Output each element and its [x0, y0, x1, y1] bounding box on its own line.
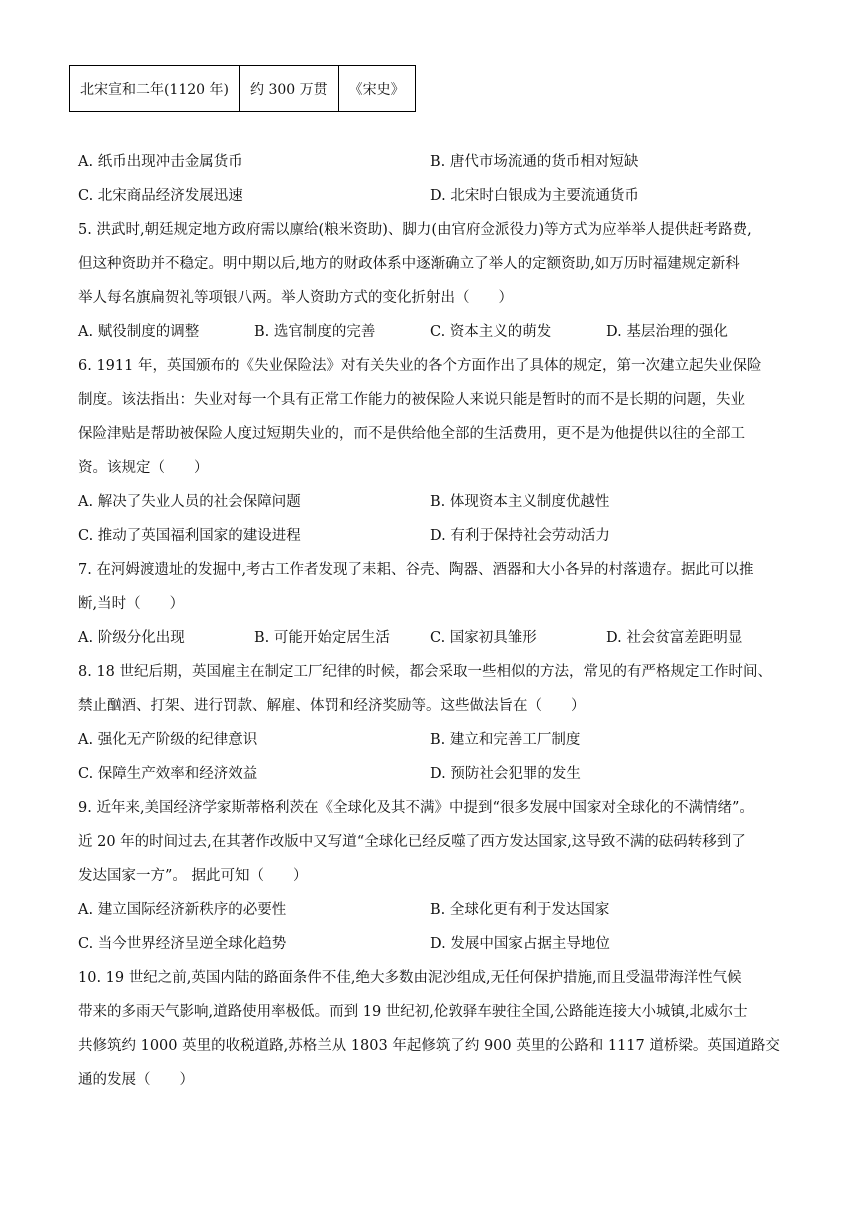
- table-cell-source: 《宋史》: [338, 66, 415, 112]
- q8-stem-line-2: 禁止酗酒、打架、进行罚款、解雇、体罚和经济奖励等。这些做法旨在（ ）: [78, 698, 586, 714]
- q7-option-b: B. 可能开始定居生活: [254, 630, 390, 646]
- q6-stem-line-2: 制度。该法指出：失业对每一个具有正常工作能力的被保险人来说只能是暂时的而不是长期的问题，失业: [78, 392, 745, 408]
- q6-stem-line-1: 6. 1911 年，英国颁布的《失业保险法》对有关失业的各个方面作出了具体的规定，第一次建立起失业保险: [78, 358, 762, 374]
- q8-option-a: A. 强化无产阶级的纪律意识: [78, 732, 258, 748]
- q10-stem-line-3: 共修筑约 1000 英里的收税道路,苏格兰从 1803 年起修筑了约 900 英里的公路和 1117 道桥梁。英国道路交: [78, 1038, 780, 1054]
- q5-option-a: A. 赋役制度的调整: [78, 324, 200, 340]
- q10-stem-line-2: 带来的多雨天气影响,道路使用率极低。而到 19 世纪初,伦敦驿车驶往全国,公路能连接大小城镇,北威尔士: [78, 1004, 748, 1020]
- q9-option-a: A. 建立国际经济新秩序的必要性: [78, 902, 287, 918]
- q8-stem-line-1: 8. 18 世纪后期，英国雇主在制定工厂纪律的时候，都会采取一些相似的方法，常见的有严格规定工作时间、: [78, 664, 772, 680]
- q6-stem-line-4: 资。该规定（ ）: [78, 460, 209, 476]
- table-cell-amount: 约 300 万贯: [240, 66, 339, 112]
- q9-option-c: C. 当今世界经济呈逆全球化趋势: [78, 936, 287, 952]
- table-cell-period: 北宋宣和二年(1120 年): [70, 66, 240, 112]
- q7-stem-line-2: 断,当时（ ）: [78, 596, 185, 612]
- q7-option-d: D. 社会贫富差距明显: [606, 630, 743, 646]
- q6-option-b: B. 体现资本主义制度优越性: [430, 494, 610, 510]
- q9-option-d: D. 发展中国家占据主导地位: [430, 936, 610, 952]
- q6-option-d: D. 有利于保持社会劳动活力: [430, 528, 610, 544]
- q5-stem-line-3: 举人每名旗扁贺礼等项银八两。举人资助方式的变化折射出（ ）: [78, 290, 513, 306]
- table-row: [70, 66, 416, 112]
- q9-stem-line-1: 9. 近年来,美国经济学家斯蒂格利茨在《全球化及其不满》中提到“很多发展中国家对全球化的不满情绪”。: [78, 800, 754, 816]
- q4-option-b: B. 唐代市场流通的货币相对短缺: [430, 154, 639, 170]
- q9-stem-line-3: 发达国家一方”。 据此可知（ ）: [78, 868, 308, 884]
- q8-option-d: D. 预防社会犯罪的发生: [430, 766, 581, 782]
- q4-option-d: D. 北宋时白银成为主要流通货币: [430, 188, 639, 204]
- q6-option-c: C. 推动了英国福利国家的建设进程: [78, 528, 301, 544]
- q8-option-c: C. 保障生产效率和经济效益: [78, 766, 258, 782]
- q7-option-a: A. 阶级分化出现: [78, 630, 185, 646]
- q7-stem-line-1: 7. 在河姆渡遗址的发掘中,考古工作者发现了耒耜、谷壳、陶器、酒器和大小各异的村落遗存。据此可以推: [78, 562, 754, 578]
- q4-option-a: A. 纸币出现冲击金属货币: [78, 154, 243, 170]
- q7-option-c: C. 国家初具雏形: [430, 630, 537, 646]
- q5-option-c: C. 资本主义的萌发: [430, 324, 552, 340]
- q8-option-b: B. 建立和完善工厂制度: [430, 732, 581, 748]
- q9-option-b: B. 全球化更有利于发达国家: [430, 902, 610, 918]
- q4-option-c: C. 北宋商品经济发展迅速: [78, 188, 243, 204]
- data-table: [69, 65, 416, 112]
- q5-stem-line-2: 但这种资助并不稳定。明中期以后,地方的财政体系中逐渐确立了举人的定额资助,如万历时福建规定新科: [78, 256, 740, 272]
- q10-stem-line-1: 10. 19 世纪之前,英国内陆的路面条件不佳,绝大多数由泥沙组成,无任何保护措施,而且受温带海洋性气候: [78, 970, 742, 986]
- q5-option-b: B. 选官制度的完善: [254, 324, 376, 340]
- q5-stem-line-1: 5. 洪武时,朝廷规定地方政府需以廪给(粮米资助)、脚力(由官府佥派役力)等方式为应举举人提供赶考路费,: [78, 222, 752, 238]
- q10-stem-line-4: 通的发展（ ）: [78, 1072, 194, 1088]
- q6-option-a: A. 解决了失业人员的社会保障问题: [78, 494, 301, 510]
- q9-stem-line-2: 近 20 年的时间过去,在其著作改版中又写道“全球化已经反噬了西方发达国家,这导致不满的砝码转移到了: [78, 834, 746, 850]
- q5-option-d: D. 基层治理的强化: [606, 324, 728, 340]
- q6-stem-line-3: 保险津贴是帮助被保险人度过短期失业的，而不是供给他全部的生活费用，更不是为他提供以往的全部工: [78, 426, 745, 442]
